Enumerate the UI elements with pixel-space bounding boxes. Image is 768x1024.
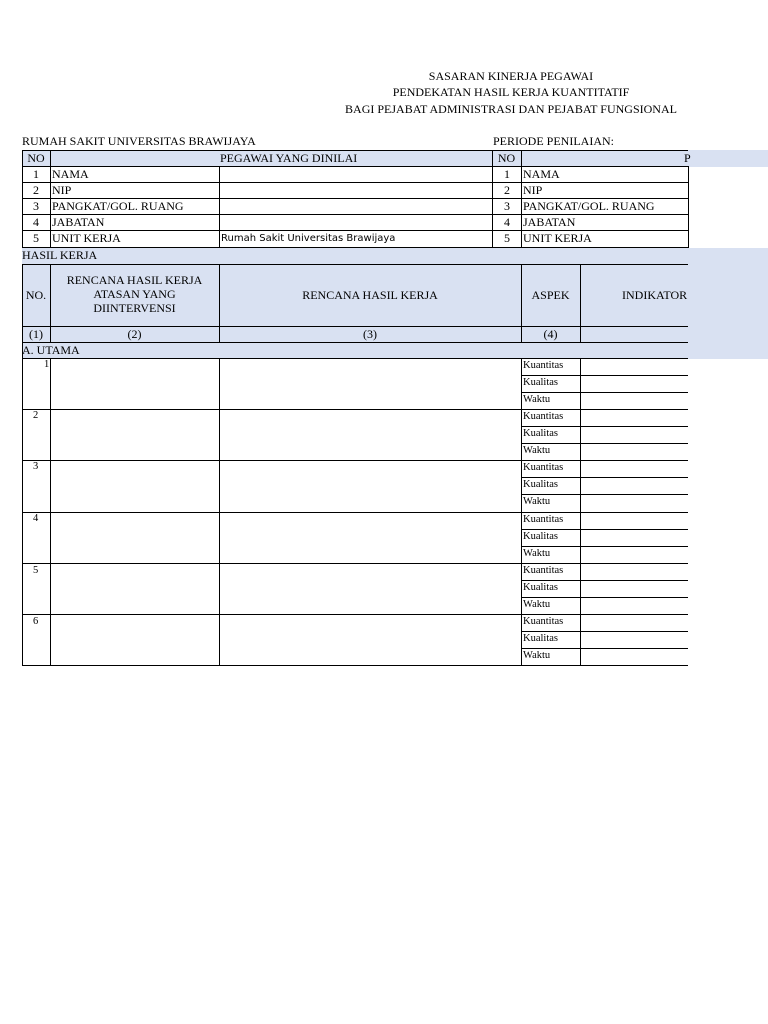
grid-line xyxy=(521,375,688,376)
grid-line xyxy=(22,665,688,666)
pegawai-row-no: 2 xyxy=(33,183,39,197)
row-number: 5 xyxy=(33,565,39,576)
grid-line xyxy=(22,409,688,410)
document-title-line3: BAGI PEJABAT ADMINISTRASI DAN PEJABAT FUNGSIONAL xyxy=(345,102,677,116)
row-number: 2 xyxy=(33,410,39,421)
aspek-kuantitas: Kuantitas xyxy=(523,411,564,422)
pegawai-row-no: 4 xyxy=(33,215,39,229)
aspek-kuantitas: Kuantitas xyxy=(523,462,564,473)
penilai-row-label: UNIT KERJA xyxy=(523,231,592,245)
aspek-kuantitas: Kuantitas xyxy=(523,514,564,525)
row-number: 6 xyxy=(33,616,39,627)
right-header-fill xyxy=(688,150,768,167)
col-number-2: (2) xyxy=(127,327,142,341)
penilai-title-header: P xyxy=(684,151,691,165)
grid-line xyxy=(22,342,688,343)
grid-line xyxy=(521,580,688,581)
grid-line xyxy=(521,648,688,649)
pegawai-row-label: PANGKAT/GOL. RUANG xyxy=(52,199,184,213)
document-title-line1: SASARAN KINERJA PEGAWAI xyxy=(428,69,594,83)
aspek-waktu: Waktu xyxy=(523,496,551,507)
aspek-kualitas: Kualitas xyxy=(523,479,558,490)
organization-name: RUMAH SAKIT UNIVERSITAS BRAWIJAYA xyxy=(22,134,256,148)
grid-line xyxy=(521,426,688,427)
aspek-waktu: Waktu xyxy=(523,599,551,610)
group-label-utama: A. UTAMA xyxy=(22,343,80,357)
col-rencana-header: RENCANA HASIL KERJA xyxy=(302,288,438,302)
col-aspek-header: ASPEK xyxy=(531,288,570,302)
pegawai-row-label: NIP xyxy=(52,183,72,197)
penilai-row-label: JABATAN xyxy=(523,215,576,229)
grid-line xyxy=(688,166,689,248)
grid-line xyxy=(219,166,220,248)
grid-line xyxy=(521,392,688,393)
grid-line xyxy=(22,563,688,564)
grid-line xyxy=(22,264,688,265)
row-number: 3 xyxy=(33,461,39,472)
row-number: 1 xyxy=(44,359,50,370)
pegawai-title-header: PEGAWAI YANG DINILAI xyxy=(220,151,358,165)
grid-line xyxy=(22,247,688,248)
col-atasan-header-line1: RENCANA HASIL KERJA xyxy=(66,273,203,287)
grid-line xyxy=(22,182,688,183)
periode-label: PERIODE PENILAIAN: xyxy=(493,134,614,148)
penilai-row-label: PANGKAT/GOL. RUANG xyxy=(523,199,655,213)
grid-line xyxy=(521,546,688,547)
penilai-row-no: 4 xyxy=(504,215,510,229)
pegawai-unit-kerja-value[interactable]: Rumah Sakit Universitas Brawijaya xyxy=(221,233,396,244)
aspek-kuantitas: Kuantitas xyxy=(523,565,564,576)
aspek-kualitas: Kualitas xyxy=(523,633,558,644)
grid-line xyxy=(22,326,688,327)
grid-line xyxy=(22,166,688,167)
aspek-waktu: Waktu xyxy=(523,445,551,456)
aspek-kuantitas: Kuantitas xyxy=(523,360,564,371)
aspek-kualitas: Kualitas xyxy=(523,582,558,593)
aspek-waktu: Waktu xyxy=(523,548,551,559)
penilai-row-no: 1 xyxy=(504,167,510,181)
aspek-kualitas: Kualitas xyxy=(523,377,558,388)
grid-line xyxy=(521,529,688,530)
grid-line xyxy=(22,614,688,615)
aspek-waktu: Waktu xyxy=(523,394,551,405)
grid-line xyxy=(521,150,522,248)
grid-line xyxy=(521,597,688,598)
grid-line xyxy=(22,150,23,248)
grid-line xyxy=(22,214,688,215)
grid-line xyxy=(50,150,51,248)
grid-line xyxy=(22,264,23,666)
document-title-line2: PENDEKATAN HASIL KERJA KUANTITATIF xyxy=(392,85,630,99)
pegawai-row-no: 5 xyxy=(33,231,39,245)
pegawai-row-no: 1 xyxy=(33,167,39,181)
hasil-kerja-section-label: HASIL KERJA xyxy=(22,248,98,262)
col-indikator-header: INDIKATOR xyxy=(622,288,688,302)
grid-line xyxy=(22,512,688,513)
penilai-no-header: NO xyxy=(497,151,516,165)
col-atasan-header-line2: ATASAN YANG xyxy=(93,287,176,301)
aspek-waktu: Waktu xyxy=(523,650,551,661)
aspek-kuantitas: Kuantitas xyxy=(523,616,564,627)
grid-line xyxy=(521,443,688,444)
penilai-row-label: NIP xyxy=(523,183,543,197)
col-atasan-header-line3: DIINTERVENSI xyxy=(93,301,176,315)
grid-line xyxy=(521,494,688,495)
col-no-header: NO. xyxy=(25,288,47,302)
pegawai-row-label: UNIT KERJA xyxy=(52,231,121,245)
grid-line xyxy=(22,460,688,461)
penilai-row-label: NAMA xyxy=(523,167,560,181)
pegawai-row-no: 3 xyxy=(33,199,39,213)
penilai-row-no: 2 xyxy=(504,183,510,197)
col-number-1: (1) xyxy=(29,327,43,341)
grid-line xyxy=(492,150,493,248)
hasil-kerja-band xyxy=(22,248,768,264)
row-number: 4 xyxy=(33,513,39,524)
pegawai-row-label: JABATAN xyxy=(52,215,105,229)
grid-line xyxy=(580,264,581,343)
grid-line xyxy=(521,631,688,632)
col-number-3: (3) xyxy=(363,327,377,341)
pegawai-row-label: NAMA xyxy=(52,167,89,181)
aspek-kualitas: Kualitas xyxy=(523,531,558,542)
col-number-4: (4) xyxy=(543,327,558,341)
pegawai-no-header: NO xyxy=(27,151,45,165)
grid-line xyxy=(521,477,688,478)
aspek-kualitas: Kualitas xyxy=(523,428,558,439)
penilai-row-no: 3 xyxy=(504,199,510,213)
grid-line xyxy=(22,358,688,359)
penilai-row-no: 5 xyxy=(504,231,510,245)
